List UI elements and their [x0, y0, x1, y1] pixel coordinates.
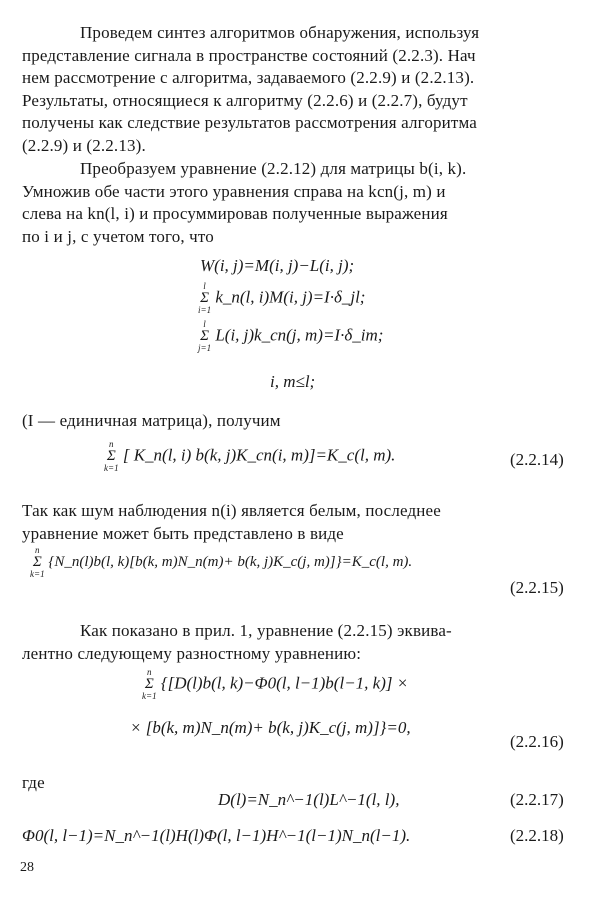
text-line: (I — единичная матрица), получим: [22, 411, 281, 430]
equation-2-2-16-line2: × [b(k, m)N_n(m)+ b(k, j)K_c(j, m)]}=0,: [130, 718, 411, 737]
text-line: получены как следствие результатов рассмотрения алгоритма: [22, 113, 477, 132]
equation-number: (2.2.14): [510, 450, 564, 469]
equation-2-2-15: n Σ k=1 {N_n(l)b(l, k)[b(k, m)N_n(m)+ b(k, j)K_c(j, m)]}=K_c(l, m).: [30, 545, 413, 579]
paragraph-1: [22, 22, 578, 157]
equation-sum-kn: l Σ i=1 k_n(l, i)M(i, j)=I·δ_jl;: [198, 281, 366, 315]
text-line: лентно следующему разностному уравнению:: [22, 643, 362, 663]
paragraph-4: [22, 500, 578, 545]
sum-symbol: n Σ k=1: [104, 439, 119, 473]
text-line: Умножив обе части этого уравнения справа на kcn(j, m) и: [22, 181, 446, 201]
text-line: Как показано в прил. 1, уравнение (2.2.15) эквива-: [80, 621, 452, 640]
sum-symbol: n Σ k=1: [142, 667, 157, 701]
text-line: Результаты, относящиеся к алгоритму (2.2.6) и (2.2.7), будут: [22, 90, 468, 110]
page-number: 28: [20, 860, 34, 875]
paragraph-3: [22, 410, 578, 433]
equation-sum-l: l Σ j=1 L(i, j)k_cn(j, m)=I·δ_im;: [198, 319, 384, 353]
text-line: слева на kn(l, i) и просуммировав полученные выражения: [22, 204, 448, 223]
text-line: Преобразуем уравнение (2.2.12) для матрицы b(i, k).: [80, 159, 467, 178]
text-line: по i и j, с учетом того, что: [22, 226, 214, 246]
equation-2-2-16-line1: n Σ k=1 {[D(l)b(l, k)−Φ0(l, l−1)b(l−1, k)] ×: [142, 667, 409, 701]
paragraph-5: [22, 620, 578, 665]
text-line: нем рассмотрение с алгоритма, задаваемого (2.2.9) и (2.2.13).: [22, 68, 475, 87]
text-line: Так как шум наблюдения n(i) является белым, последнее: [22, 501, 441, 520]
paragraph-2: [22, 158, 578, 248]
sum-symbol: l Σ i=1: [198, 281, 212, 315]
equation-2-2-14: n Σ k=1 [ K_n(l, i) b(k, j)K_cn(i, m)]=K_c(l, m).: [104, 439, 396, 473]
text-line: представление сигнала в пространстве состояний (2.2.3). Нач: [22, 45, 476, 65]
equation-number: (2.2.17): [510, 790, 564, 809]
equation-w: W(i, j)=M(i, j)−L(i, j);: [200, 256, 355, 275]
sum-symbol: l Σ j=1: [198, 319, 212, 353]
equation-number: (2.2.15): [510, 578, 564, 597]
equation-number: (2.2.16): [510, 732, 564, 751]
text-line: уравнение может быть представлено в виде: [22, 523, 344, 543]
equation-2-2-18: Φ0(l, l−1)=N_n^−1(l)H(l)Φ(l, l−1)H^−1(l−1)N_n(l−1).: [22, 826, 411, 845]
equation-number: (2.2.18): [510, 826, 564, 845]
equation-condition: i, m≤l;: [270, 372, 316, 391]
sum-symbol: n Σ k=1: [30, 545, 45, 579]
text-line: (2.2.9) и (2.2.13).: [22, 135, 146, 155]
text-line: где: [22, 773, 45, 792]
equation-2-2-17: D(l)=N_n^−1(l)L^−1(l, l),: [218, 790, 400, 809]
text-line: Проведем синтез алгоритмов обнаружения, используя: [80, 23, 480, 42]
